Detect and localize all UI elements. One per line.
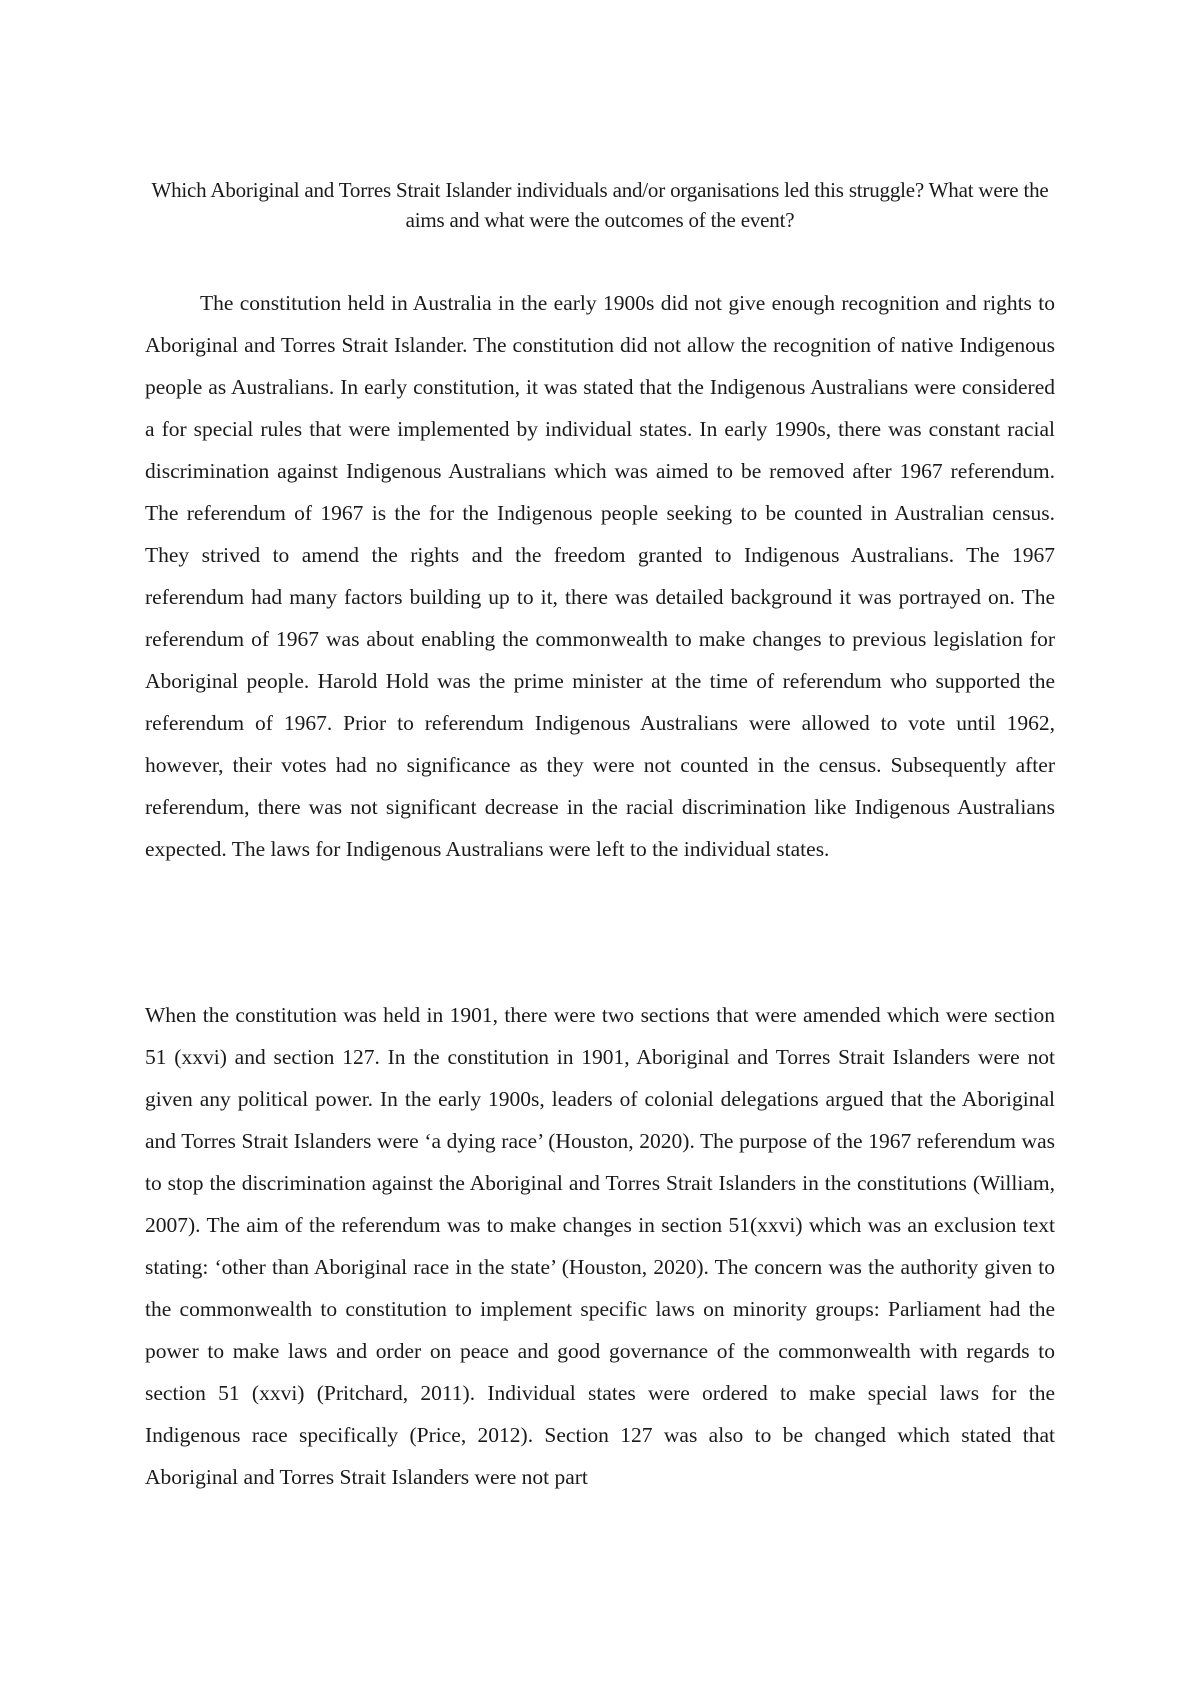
body-paragraph-2: When the constitution was held in 1901, there were two sections that were amended which were section 51 (xxvi) and section 127. In the constitution in 1901, Aboriginal and Torres Strait Islanders were not given any political power. In the early 1900s, leaders of colonial delegations argued that the Aboriginal and Torres Strait Islanders were ‘a dying race’ (Houston, 2020). The purpose of the 1967 referendum was to stop the discrimination against the Aboriginal and Torres Strait Islanders in the constitutions (William, 2007). The aim of the referendum was to make changes in section 51(xxvi) which was an exclusion text stating: ‘other than Aboriginal race in the state’ (Houston, 2020). The concern was the authority given to the commonwealth to constitution to implement specific laws on minority groups: Parliament had the power to make laws and order on peace and good governance of the commonwealth with regards to section 51 (xxvi) (Pritchard, 2011). Individual states were ordered to make special laws for the Indigenous race specifically (Price, 2012). Section 127 was also to be changed which stated that Aboriginal and Torres Strait Islanders were not part (145, 1003, 1055, 1489)
body-paragraph-1: The constitution held in Australia in the early 1900s did not give enough recognition and rights to Aboriginal and Torres Strait Islander. The constitution did not allow the recognition of native Indigenous people as Australians. In early constitution, it was stated that the Indigenous Australians were considered a for special rules that were implemented by individual states. In early 1990s, there was constant racial discrimination against Indigenous Australians which was aimed to be removed after 1967 referendum. The referendum of 1967 is the for the Indigenous people seeking to be counted in Australian census. They strived to amend the rights and the freedom granted to Indigenous Australians. The 1967 referendum had many factors building up to it, there was detailed background it was portrayed on. The referendum of 1967 was about enabling the commonwealth to make changes to previous legislation for Aboriginal people. Harold Hold was the prime minister at the time of referendum who supported the referendum of 1967. Prior to referendum Indigenous Australians were allowed to vote until 1962, however, their votes had no significance as they were not counted in the census. Subsequently after referendum, there was not significant decrease in the racial discrimination like Indigenous Australians expected. The laws for Indigenous Australians were left to the individual states. (145, 291, 1055, 861)
essay-question: Which Aboriginal and Torres Strait Islander individuals and/or organisations led this struggle? What were the aims and what were the outcomes of the event? (151, 178, 1049, 232)
